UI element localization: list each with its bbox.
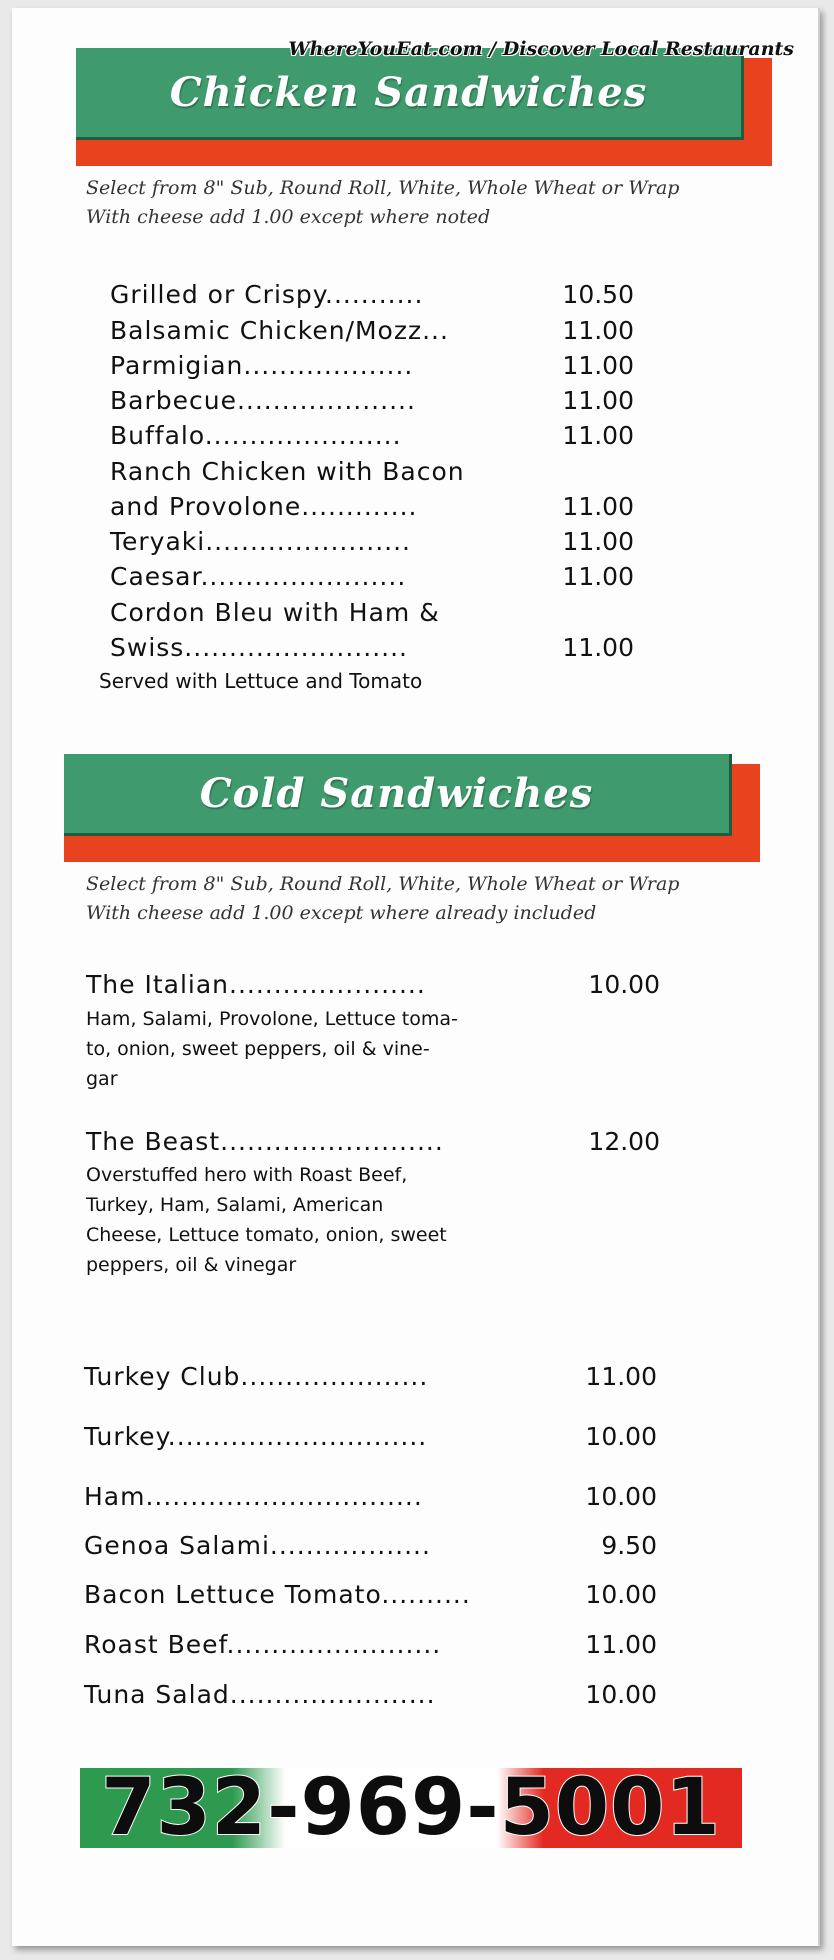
chicken-note-line2: With cheese add 1.00 except where noted — [86, 206, 491, 228]
menu-item-name: Turkey Club..................... — [84, 1362, 429, 1391]
cold-sandwiches-title: Cold Sandwiches — [199, 770, 594, 817]
menu-item-name: The Italian...................... — [86, 970, 426, 999]
menu-item-name: Cordon Bleu with Ham & — [110, 598, 440, 627]
menu-item-name: Tuna Salad....................... — [84, 1680, 436, 1709]
menu-item-price: 10.00 — [588, 970, 660, 999]
phone-number: 732-969-5001 — [101, 1768, 721, 1848]
menu-item-price: 10.00 — [585, 1482, 657, 1511]
menu-item-price: 11.00 — [585, 1362, 657, 1391]
cold-note-line2: With cheese add 1.00 except where already included — [86, 902, 597, 924]
chicken-note-line1: Select from 8" Sub, Round Roll, White, Whole Wheat or Wrap — [86, 177, 680, 199]
menu-item-name: Grilled or Crispy........... — [110, 280, 424, 309]
menu-item-name: Bacon Lettuce Tomato.......... — [84, 1580, 471, 1609]
menu-item-name: Buffalo...................... — [110, 421, 402, 450]
menu-item-name: Genoa Salami.................. — [84, 1531, 431, 1560]
menu-item-name: Parmigian................... — [110, 351, 414, 380]
menu-item-name: The Beast......................... — [86, 1127, 444, 1156]
menu-item-name: Caesar....................... — [110, 562, 407, 591]
menu-item-name: Turkey............................. — [84, 1422, 428, 1451]
menu-item-price: 10.00 — [585, 1422, 657, 1451]
menu-page — [12, 8, 820, 1946]
menu-item-price: 11.00 — [562, 351, 634, 380]
chicken-sandwiches-banner — [76, 48, 772, 166]
menu-item-price: 11.00 — [585, 1630, 657, 1659]
menu-item-price: 11.00 — [562, 527, 634, 556]
menu-item-name: Roast Beef........................ — [84, 1630, 442, 1659]
menu-item-name: and Provolone............. — [110, 492, 418, 521]
menu-item-name: Swiss......................... — [110, 633, 408, 662]
chicken-note — [86, 174, 679, 232]
menu-item-name: Teryaki....................... — [110, 527, 411, 556]
menu-item-price: 11.00 — [562, 633, 634, 662]
phone-number-banner — [80, 1768, 742, 1848]
cold-note-line1: Select from 8" Sub, Round Roll, White, Whole Wheat or Wrap — [86, 873, 680, 895]
menu-item-price: 11.00 — [562, 492, 634, 521]
menu-item-name: Barbecue.................... — [110, 386, 416, 415]
cold-sandwiches-banner — [64, 754, 760, 862]
menu-item-price: 10.50 — [562, 280, 634, 309]
menu-item-name: Balsamic Chicken/Mozz... — [110, 316, 449, 345]
menu-item-description: Overstuffed hero with Roast Beef, Turkey, Ham, Salami, American Cheese, Lettuce tomato, onion, sweet peppers, oil & vinegar — [86, 1164, 447, 1276]
chicken-sandwiches-title: Chicken Sandwiches — [169, 69, 648, 116]
menu-item-name: Ranch Chicken with Bacon — [110, 457, 465, 486]
watermark-text: WhereYouEat.com / Discover Local Restaurants — [288, 38, 794, 60]
menu-item-price: 9.50 — [601, 1531, 657, 1560]
menu-item-description: Ham, Salami, Provolone, Lettuce toma- to, onion, sweet peppers, oil & vine- gar — [86, 1008, 458, 1090]
menu-item-price: 10.00 — [585, 1680, 657, 1709]
menu-item-price: 11.00 — [562, 421, 634, 450]
menu-item-price: 11.00 — [562, 386, 634, 415]
menu-item-name: Ham............................... — [84, 1482, 423, 1511]
menu-item-price: 11.00 — [562, 562, 634, 591]
cold-note — [86, 870, 679, 928]
menu-item-price: 11.00 — [562, 316, 634, 345]
menu-item-price: 12.00 — [588, 1127, 660, 1156]
served-with-note: Served with Lettuce and Tomato — [99, 669, 423, 693]
menu-item-price: 10.00 — [585, 1580, 657, 1609]
